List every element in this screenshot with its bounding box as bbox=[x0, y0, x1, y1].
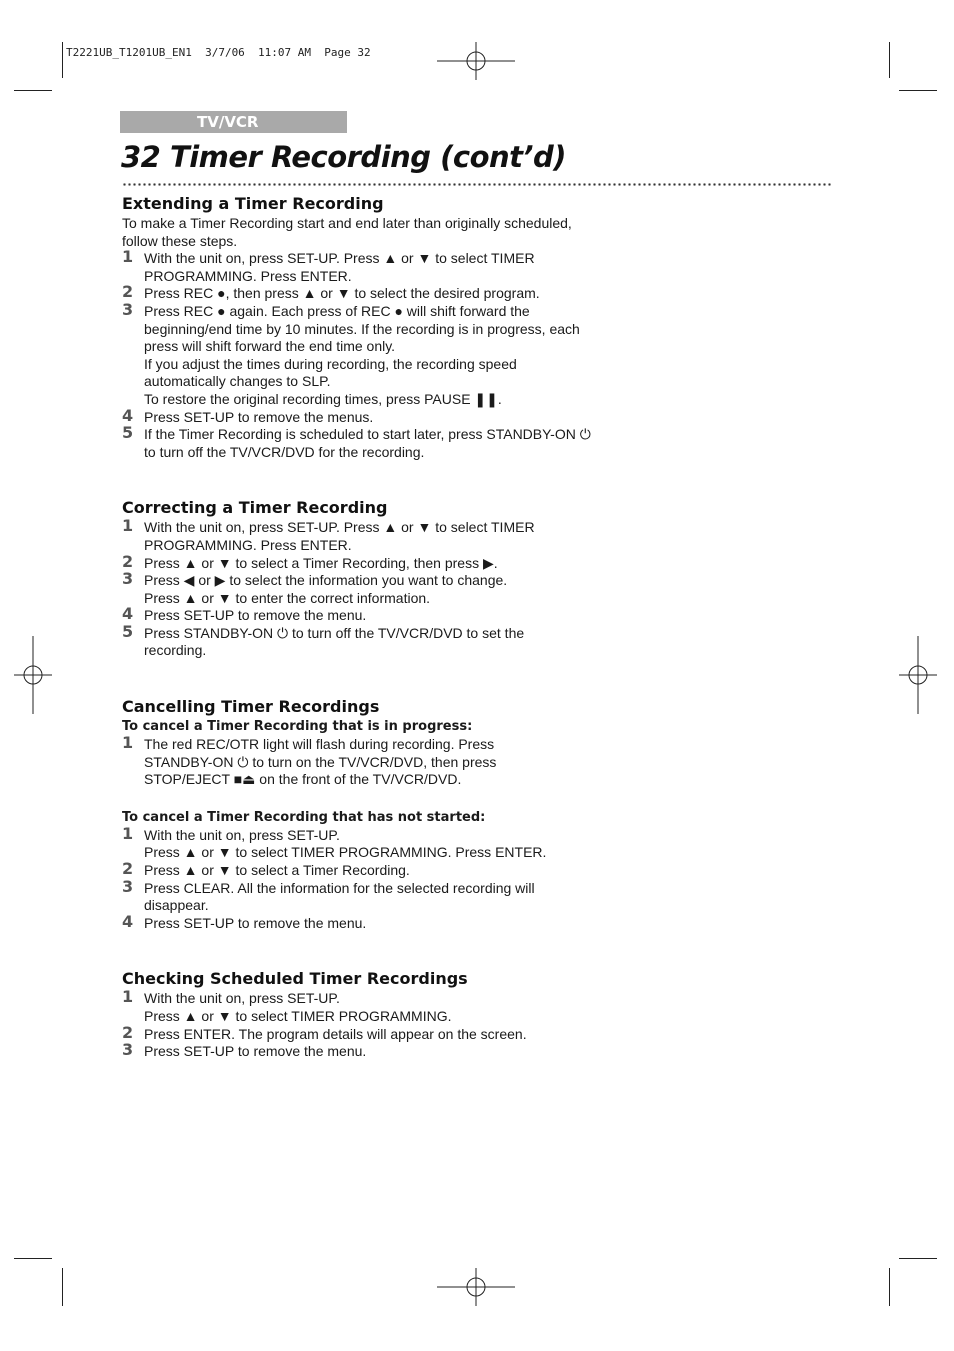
crop-mark bbox=[14, 1258, 52, 1259]
step-item: 3 Press ◀ or ▶ to select the information you want to change. Press ▲ or ▼ to enter the correct information. bbox=[122, 569, 508, 606]
section-heading: Correcting a Timer Recording bbox=[122, 498, 388, 518]
registration-mark-bottom bbox=[437, 1268, 515, 1306]
step-item: 4 Press SET-UP to remove the menu. bbox=[122, 911, 367, 931]
step-list bbox=[122, 987, 622, 1060]
section-heading: Extending a Timer Recording bbox=[122, 194, 384, 213]
section-extending bbox=[122, 193, 622, 461]
crop-mark bbox=[62, 42, 63, 78]
registration-mark-top bbox=[437, 42, 515, 80]
section-tab: TV/VCR bbox=[120, 111, 347, 133]
dotted-divider bbox=[122, 183, 833, 186]
subheading: To cancel a Timer Recording that has not started: bbox=[122, 809, 486, 825]
step-list bbox=[122, 823, 622, 933]
step-item: 3 Press SET-UP to remove the menu. bbox=[122, 1040, 367, 1060]
step-item: 2 Press ENTER. The program details will appear on the screen. bbox=[122, 1022, 527, 1042]
section-intro: To make a Timer Recording start and end later than originally scheduled, follow these steps. bbox=[122, 215, 572, 249]
step-item: 2 Press ▲ or ▼ to select a Timer Recording. bbox=[122, 859, 410, 879]
registration-mark-right bbox=[899, 636, 937, 714]
step-item: 1 With the unit on, press SET-UP. Press ▲ or ▼ to select TIMER PROGRAMMING. bbox=[122, 987, 452, 1024]
step-item: 4 Press SET-UP to remove the menu. bbox=[122, 604, 367, 624]
step-item: 4 Press SET-UP to remove the menus. bbox=[122, 405, 374, 425]
step-item: 1 With the unit on, press SET-UP. Press ▲ or ▼ to select TIMER PROGRAMMING. Press ENTER. bbox=[122, 247, 535, 284]
registration-mark-left bbox=[14, 636, 52, 714]
step-list bbox=[122, 247, 622, 461]
step-item: 2 Press ▲ or ▼ to select a Timer Recording, then press ▶. bbox=[122, 551, 498, 571]
step-item: 3 Press REC ● again. Each press of REC ● will shift forward the beginning/end time by 10 minutes. If the recording is in progress, each press will shift forward the end time only. If you adjust the times during recording, the recording speed automatically changes to SLP. To restore the original recording times, press PAUSE ❚❚. bbox=[122, 299, 580, 407]
crop-mark bbox=[899, 1258, 937, 1259]
step-item: 3 Press CLEAR. All the information for the selected recording will disappear. bbox=[122, 876, 535, 914]
step-item: 1 With the unit on, press SET-UP. Press ▲ or ▼ to select TIMER PROGRAMMING. Press ENTER. bbox=[122, 516, 535, 553]
section-checking bbox=[122, 968, 622, 1060]
section-cancelling bbox=[122, 696, 622, 932]
step-item: 2 Press REC ●, then press ▲ or ▼ to select the desired program. bbox=[122, 282, 540, 302]
step-item: 1 With the unit on, press SET-UP. Press ▲ or ▼ to select TIMER PROGRAMMING. Press ENTER. bbox=[122, 823, 547, 861]
crop-mark bbox=[889, 42, 890, 78]
subheading: To cancel a Timer Recording that is in progress: bbox=[122, 719, 473, 735]
section-heading: Cancelling Timer Recordings bbox=[122, 697, 380, 717]
step-item: 5 Press STANDBY-ON ⏻ to turn off the TV/VCR/DVD to set the recording. bbox=[122, 621, 525, 659]
crop-mark bbox=[889, 1268, 890, 1306]
section-correcting bbox=[122, 497, 622, 660]
step-item: 5 If the Timer Recording is scheduled to start later, press STANDBY-ON ⏻ to turn off the TV/VCR/DVD for the recording. bbox=[122, 423, 591, 460]
crop-mark bbox=[14, 90, 52, 91]
step-item: 1 The red REC/OTR light will flash during recording. Press STANDBY-ON ⏻ to turn on the TV/VCR/DVD, then press STOP/EJECT ■⏏ on the front of the TV/VCR/DVD. bbox=[122, 733, 497, 788]
printer-slug: T2221UB_T1201UB_EN1 3/7/06 11:07 AM Page 32 bbox=[66, 46, 371, 59]
crop-mark bbox=[899, 90, 937, 91]
step-list bbox=[122, 516, 622, 660]
page-title: 32 Timer Recording (cont’d) bbox=[121, 140, 567, 174]
crop-mark bbox=[62, 1268, 63, 1306]
step-list bbox=[122, 733, 622, 789]
section-heading: Checking Scheduled Timer Recordings bbox=[122, 969, 468, 989]
page-content bbox=[122, 193, 622, 1061]
